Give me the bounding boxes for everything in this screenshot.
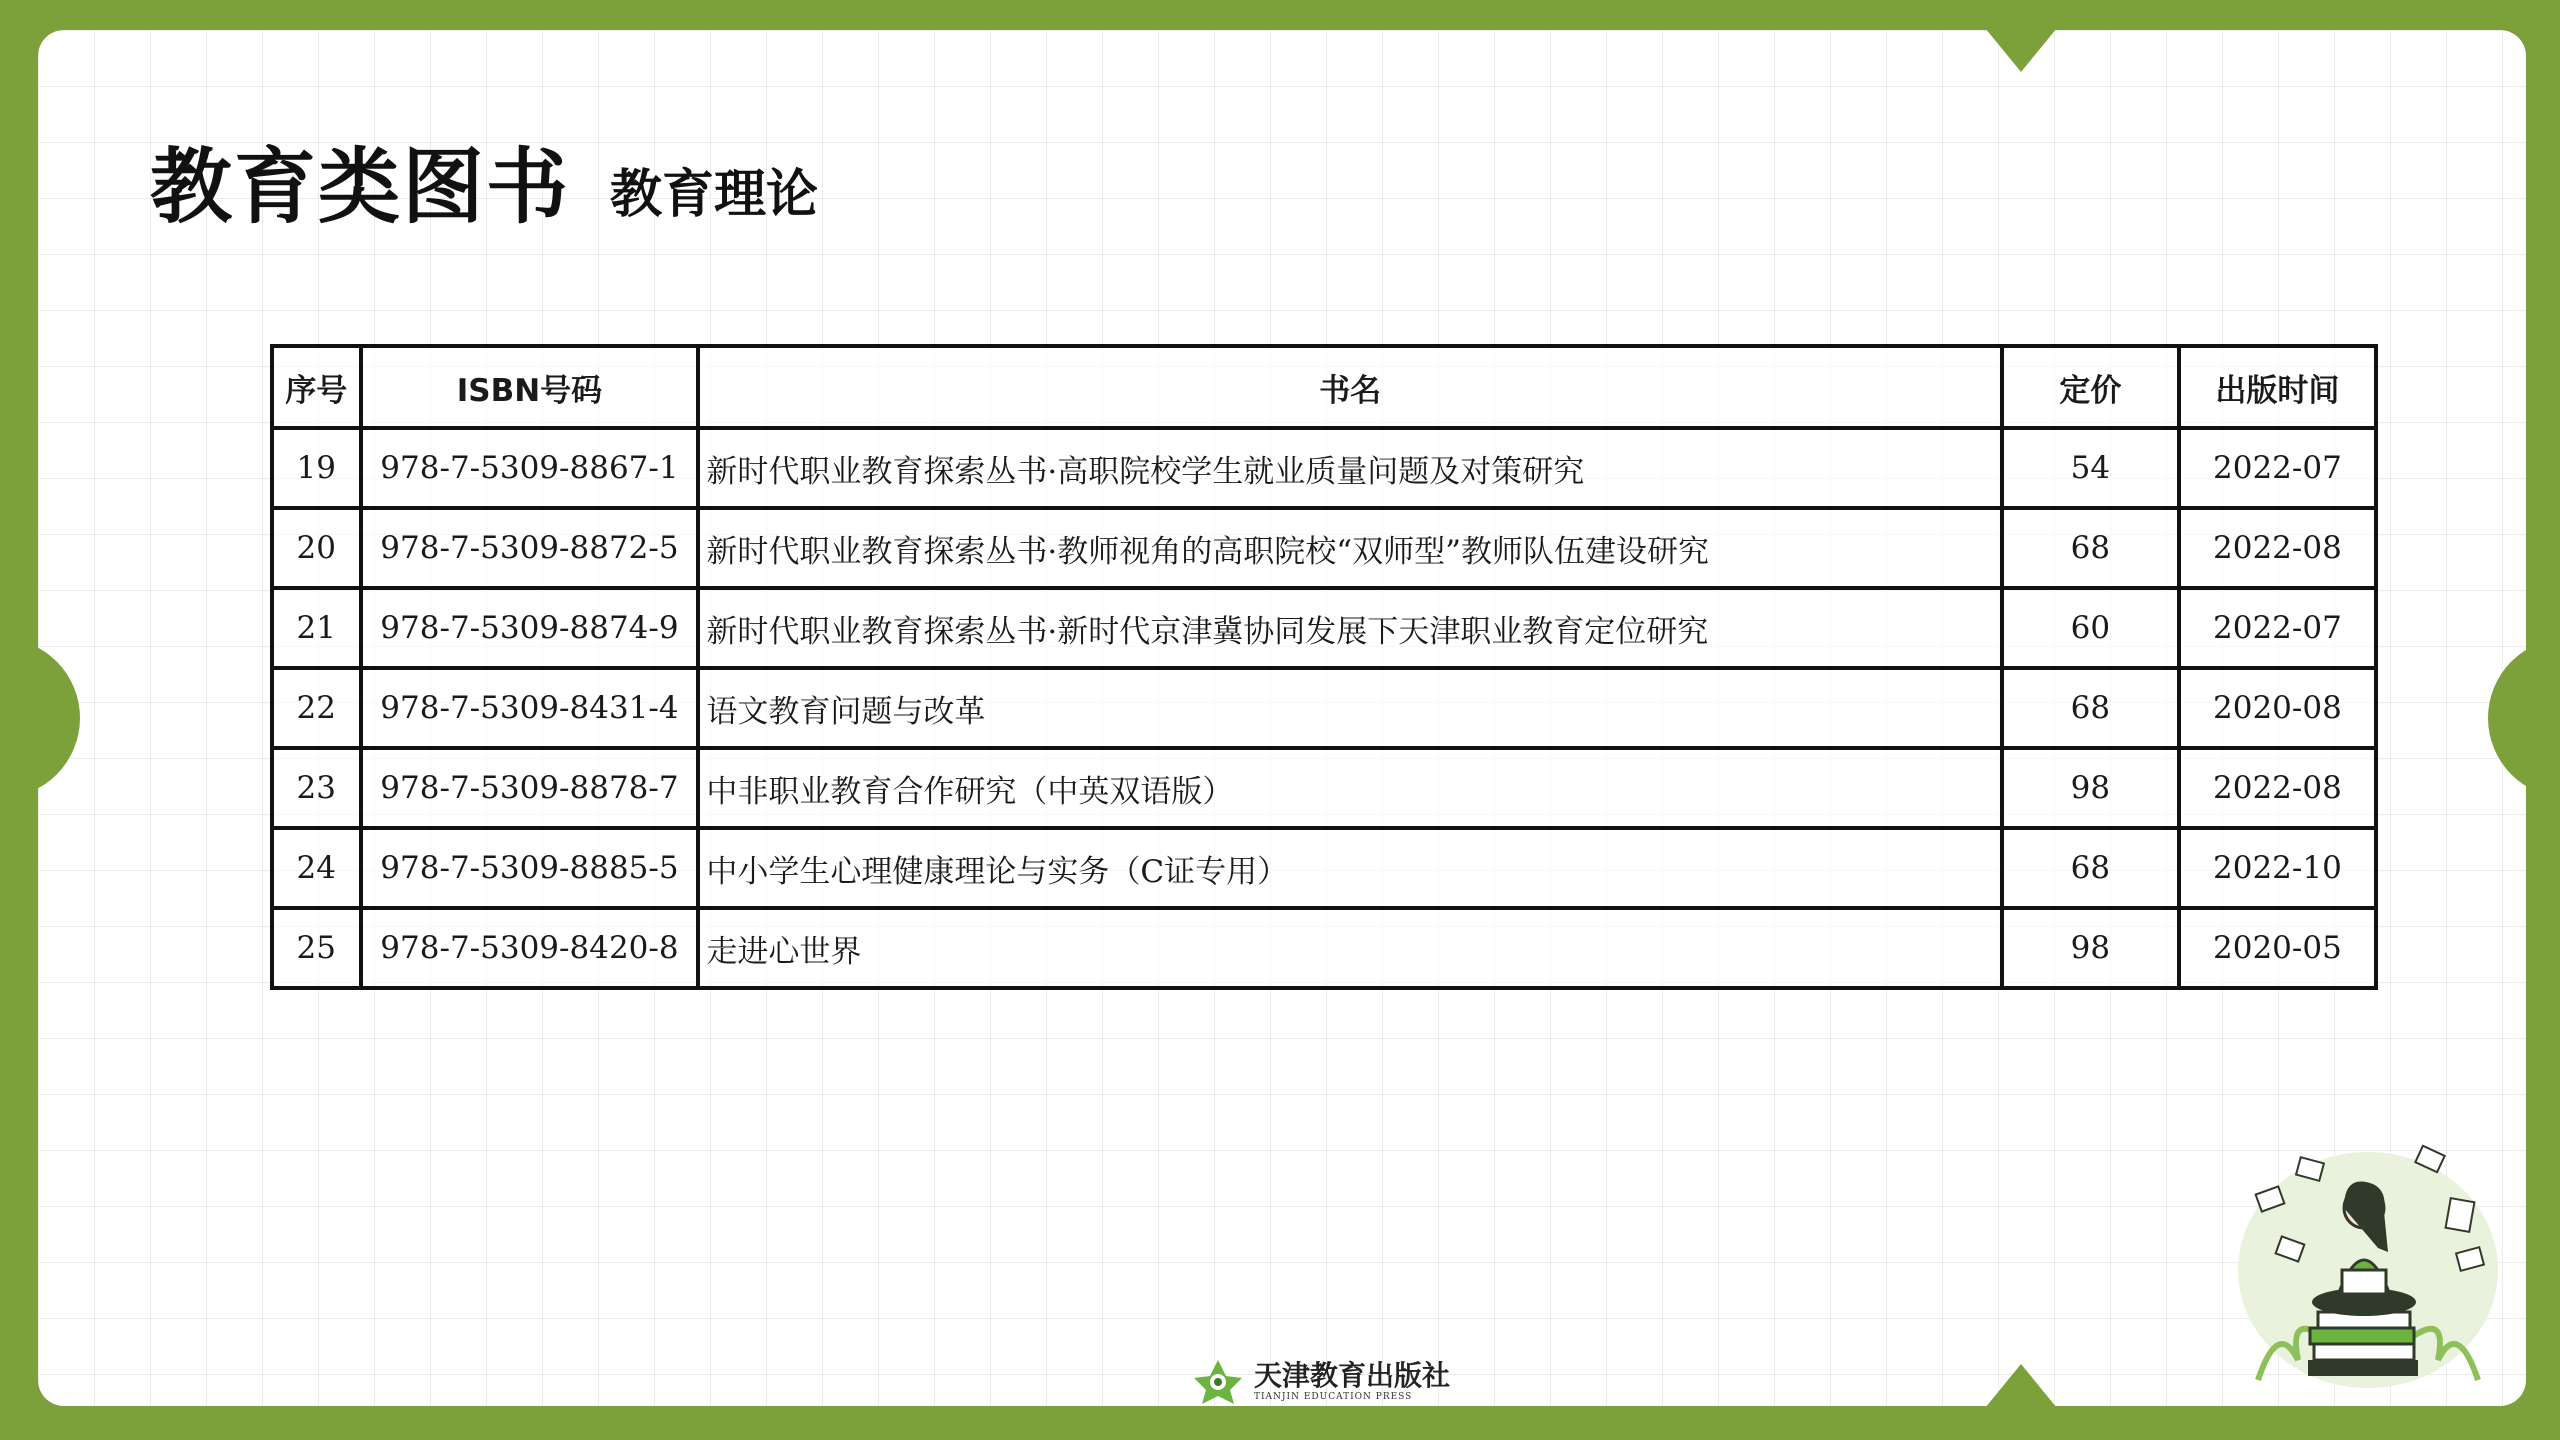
cell-isbn: 978-7-5309-8867-1 [361,428,699,508]
cell-isbn: 978-7-5309-8878-7 [361,748,699,828]
header-date: 出版时间 [2179,346,2376,428]
publisher-name-en: TIANJIN EDUCATION PRESS [1254,1392,1413,1402]
frame-notch-bottom [1985,1364,2057,1408]
cell-price: 98 [2002,748,2179,828]
cell-serial: 22 [272,668,361,748]
cell-date: 2022-07 [2179,428,2376,508]
cell-date: 2022-08 [2179,508,2376,588]
cell-serial: 24 [272,828,361,908]
slide-card [38,30,2526,1406]
girl-reading-on-books-illustration [2218,1130,2518,1406]
cell-serial: 21 [272,588,361,668]
table-row [272,668,2376,748]
header-isbn: ISBN号码 [361,346,699,428]
header-title: 书名 [698,346,2001,428]
cell-serial: 19 [272,428,361,508]
cell-price: 60 [2002,588,2179,668]
cell-date: 2020-08 [2179,668,2376,748]
cell-serial: 20 [272,508,361,588]
cell-price: 98 [2002,908,2179,988]
cell-date: 2022-07 [2179,588,2376,668]
cell-isbn: 978-7-5309-8872-5 [361,508,699,588]
cell-title: 新时代职业教育探索丛书·新时代京津冀协同发展下天津职业教育定位研究 [698,588,2001,668]
table-row [272,748,2376,828]
cell-price: 68 [2002,828,2179,908]
cell-isbn: 978-7-5309-8420-8 [361,908,699,988]
header-price: 定价 [2002,346,2179,428]
cell-isbn: 978-7-5309-8885-5 [361,828,699,908]
frame-notch-top [1985,28,2057,72]
publisher-logo [1192,1358,1450,1406]
cell-price: 54 [2002,428,2179,508]
table-row [272,588,2376,668]
cell-isbn: 978-7-5309-8874-9 [361,588,699,668]
publisher-logo-icon [1192,1358,1244,1406]
cell-title: 中小学生心理健康理论与实务（C证专用） [698,828,2001,908]
cell-date: 2022-10 [2179,828,2376,908]
table-row [272,828,2376,908]
cell-date: 2022-08 [2179,748,2376,828]
cell-title: 走进心世界 [698,908,2001,988]
table-row [272,908,2376,988]
table-row [272,428,2376,508]
table-header-row [272,346,2376,428]
cell-price: 68 [2002,508,2179,588]
cell-title: 新时代职业教育探索丛书·高职院校学生就业质量问题及对策研究 [698,428,2001,508]
table-row [272,508,2376,588]
page-title: 教育类图书 [150,139,571,235]
cell-date: 2020-05 [2179,908,2376,988]
cell-isbn: 978-7-5309-8431-4 [361,668,699,748]
cell-price: 68 [2002,668,2179,748]
cell-serial: 23 [272,748,361,828]
cell-serial: 25 [272,908,361,988]
page-subtitle: 教育理论 [610,164,819,225]
cell-title: 新时代职业教育探索丛书·教师视角的高职院校“双师型”教师队伍建设研究 [698,508,2001,588]
header-serial: 序号 [272,346,361,428]
cell-title: 中非职业教育合作研究（中英双语版） [698,748,2001,828]
cell-title: 语文教育问题与改革 [698,668,2001,748]
publisher-name-cn: 天津教育出版社 [1254,1359,1451,1392]
book-table [270,344,2378,990]
